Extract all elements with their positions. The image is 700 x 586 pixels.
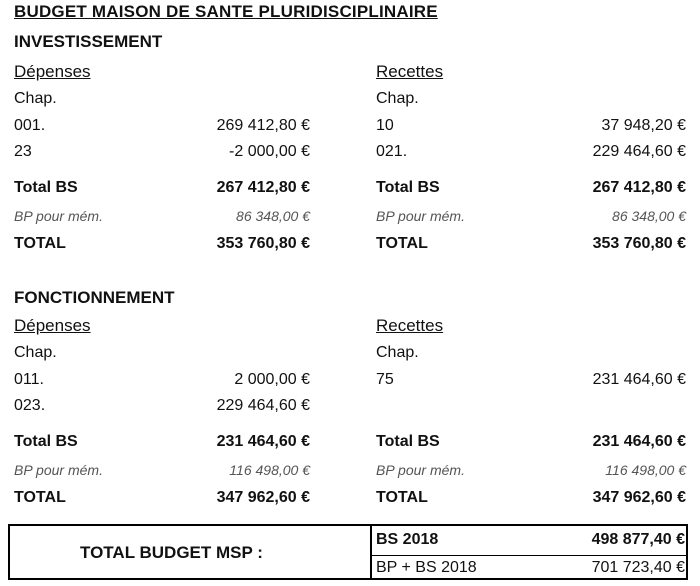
total-amount: 353 760,80 € (592, 235, 686, 252)
box-row-divider (370, 555, 688, 556)
chap-label: Chap. (14, 90, 57, 107)
total-bs-amount: 267 412,80 € (592, 179, 686, 196)
total-bs-label: Total BS (376, 179, 440, 196)
bp-bs-2018-amount: 701 723,40 € (591, 559, 685, 576)
chap-code: 75 (376, 371, 394, 388)
total-bs-amount: 231 464,60 € (592, 433, 686, 450)
total-bs-label: Total BS (14, 179, 78, 196)
bp-memo-label: BP pour mém. (14, 462, 103, 478)
chap-label: Chap. (14, 344, 57, 361)
recettes-header: Recettes (376, 316, 444, 335)
total-label: TOTAL (376, 235, 428, 252)
bp-memo-label: BP pour mém. (376, 462, 465, 478)
bp-memo-amount: 86 348,00 € (236, 208, 310, 224)
bs-2018-label: BS 2018 (376, 531, 439, 548)
amount: 37 948,20 € (601, 117, 686, 134)
chap-code: 011. (14, 371, 44, 388)
total-budget-label: TOTAL BUDGET MSP : (80, 543, 263, 562)
total-amount: 347 962,60 € (592, 489, 686, 506)
bp-memo-amount: 116 498,00 € (229, 462, 310, 478)
bp-memo-amount: 116 498,00 € (605, 462, 686, 478)
box-divider (370, 526, 372, 578)
total-bs-label: Total BS (376, 433, 440, 450)
depenses-header: Dépenses (14, 316, 91, 335)
chap-code: 23 (14, 143, 32, 160)
amount: 229 464,60 € (592, 143, 686, 160)
chap-code: 001. (14, 117, 46, 134)
total-bs-label: Total BS (14, 433, 78, 450)
section-heading-investissement: INVESTISSEMENT (14, 32, 163, 51)
bp-memo-label: BP pour mém. (376, 208, 465, 224)
total-amount: 347 962,60 € (216, 489, 310, 506)
total-bs-amount: 267 412,80 € (216, 179, 310, 196)
bp-memo-amount: 86 348,00 € (612, 208, 686, 224)
amount: -2 000,00 € (229, 143, 310, 160)
total-label: TOTAL (376, 489, 428, 506)
chap-code: 023. (14, 397, 46, 414)
total-bs-amount: 231 464,60 € (216, 433, 310, 450)
chap-label: Chap. (376, 344, 419, 361)
recettes-header: Recettes (376, 62, 444, 81)
page-title: BUDGET MAISON DE SANTE PLURIDISCIPLINAIRE (14, 2, 438, 21)
amount: 269 412,80 € (216, 117, 310, 134)
section-heading-fonctionnement: FONCTIONNEMENT (14, 288, 175, 307)
amount: 2 000,00 € (234, 371, 310, 388)
total-budget-box (8, 524, 688, 580)
chap-code: 021. (376, 143, 408, 160)
chap-label: Chap. (376, 90, 419, 107)
amount: 231 464,60 € (592, 371, 686, 388)
bp-bs-2018-label: BP + BS 2018 (376, 559, 477, 576)
bp-memo-label: BP pour mém. (14, 208, 103, 224)
total-label: TOTAL (14, 489, 66, 506)
bs-2018-amount: 498 877,40 € (591, 531, 685, 548)
chap-code: 10 (376, 117, 394, 134)
total-amount: 353 760,80 € (216, 235, 310, 252)
amount: 229 464,60 € (216, 397, 310, 414)
total-label: TOTAL (14, 235, 66, 252)
depenses-header: Dépenses (14, 62, 91, 81)
